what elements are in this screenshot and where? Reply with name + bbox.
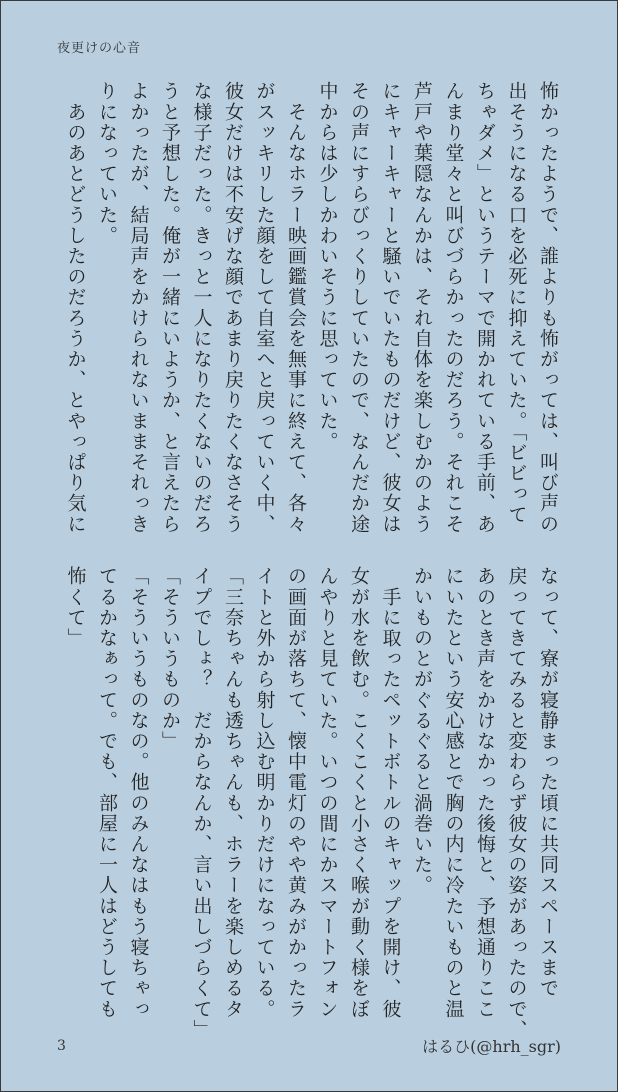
text-line: の画面が落ちて、懐中電灯のやや黄みがかったラ [285, 566, 307, 1020]
text-line: 出そうになる口を必死に抑えていた。「ビビって [505, 81, 528, 525]
text-line: あのあとどうしたのだろうか、とやっぱり気に [64, 81, 87, 535]
text-line: ちゃダメ」というテーマで開かれている手前、あ [474, 81, 496, 535]
text-line: んやりと見ていた。いつの間にかスマートフォン [316, 566, 339, 1020]
text-line: んまり堂々と叫びづらかったのだろう。それこそ [442, 81, 465, 535]
text-line: そんなホラー映画鑑賞会を無事に終えて、各々 [285, 81, 307, 535]
text-line: あのとき声をかけなかった後悔と、予想通りここ [474, 566, 496, 1020]
text-line: 「三奈ちゃんも透ちゃんも、ホラーを楽しめるタ [222, 566, 244, 1020]
text-line: りになっていた。 [96, 81, 118, 246]
text-block-top [59, 81, 563, 535]
text-line: イトと外から射し込む明かりだけになっている。 [253, 566, 276, 1020]
text-line: 芦戸や葉隠なんかは、それ自体を楽しむかのよう [411, 81, 433, 535]
text-line: なって、寮が寝静まった頃に共同スペースまで [537, 566, 559, 999]
text-line: 「そういうものなの。他のみんなはもう寝ちゃっ [127, 566, 150, 1020]
text-block-bottom [59, 566, 563, 1040]
text-line: にいたという安心感とで胸の内に冷たいものと温 [442, 566, 465, 1020]
text-line: にキャーキャーと騒いでいたものだけど、彼女は [379, 81, 402, 535]
text-line: てるかなぁって。でも、部屋に一人はどうしても [96, 566, 118, 1020]
text-line: よかったが、結局声をかけられないままそれっき [127, 81, 150, 535]
text-line: 戻ってきてみると変わらず彼女の姿があったので、 [505, 566, 528, 1040]
text-line: 怖かったようで、誰よりも怖がっては、叫び声の [537, 81, 559, 535]
text-line: かいものとがぐるぐると渦巻いた。 [411, 566, 433, 896]
text-line: うと予想した。俺が一緒にいようか、と言えたら [159, 81, 181, 535]
text-line: 手に取ったペットボトルのキャップを開け、彼 [379, 566, 402, 1020]
text-line: その声にすらびっくりしていたので、なんだか途 [348, 81, 370, 535]
text-line: がスッキリした顔をして自室へと戻っていく中、 [253, 81, 276, 535]
text-line: 女が水を飲む。こくこくと小さく喉が動く様をぼ [348, 566, 370, 1020]
text-line: イプでしょ？ だからなんか、言い出しづらくて」 [190, 566, 213, 1040]
text-line: 怖くて」 [64, 566, 87, 649]
text-line: 中からは少しかわいそうに思っていた。 [316, 81, 339, 452]
author-credit: はるひ(@hrh_sgr) [422, 1037, 561, 1056]
page-number: 3 [57, 1038, 66, 1054]
text-line: 「そういうものか」 [159, 566, 181, 752]
page-title: 夜更けの心音 [57, 41, 142, 56]
text-line: な様子だった。きっと一人になりたくないのだろ [190, 81, 213, 535]
text-line: 彼女だけは不安げな顔であまり戻りたくなさそう [222, 81, 244, 535]
